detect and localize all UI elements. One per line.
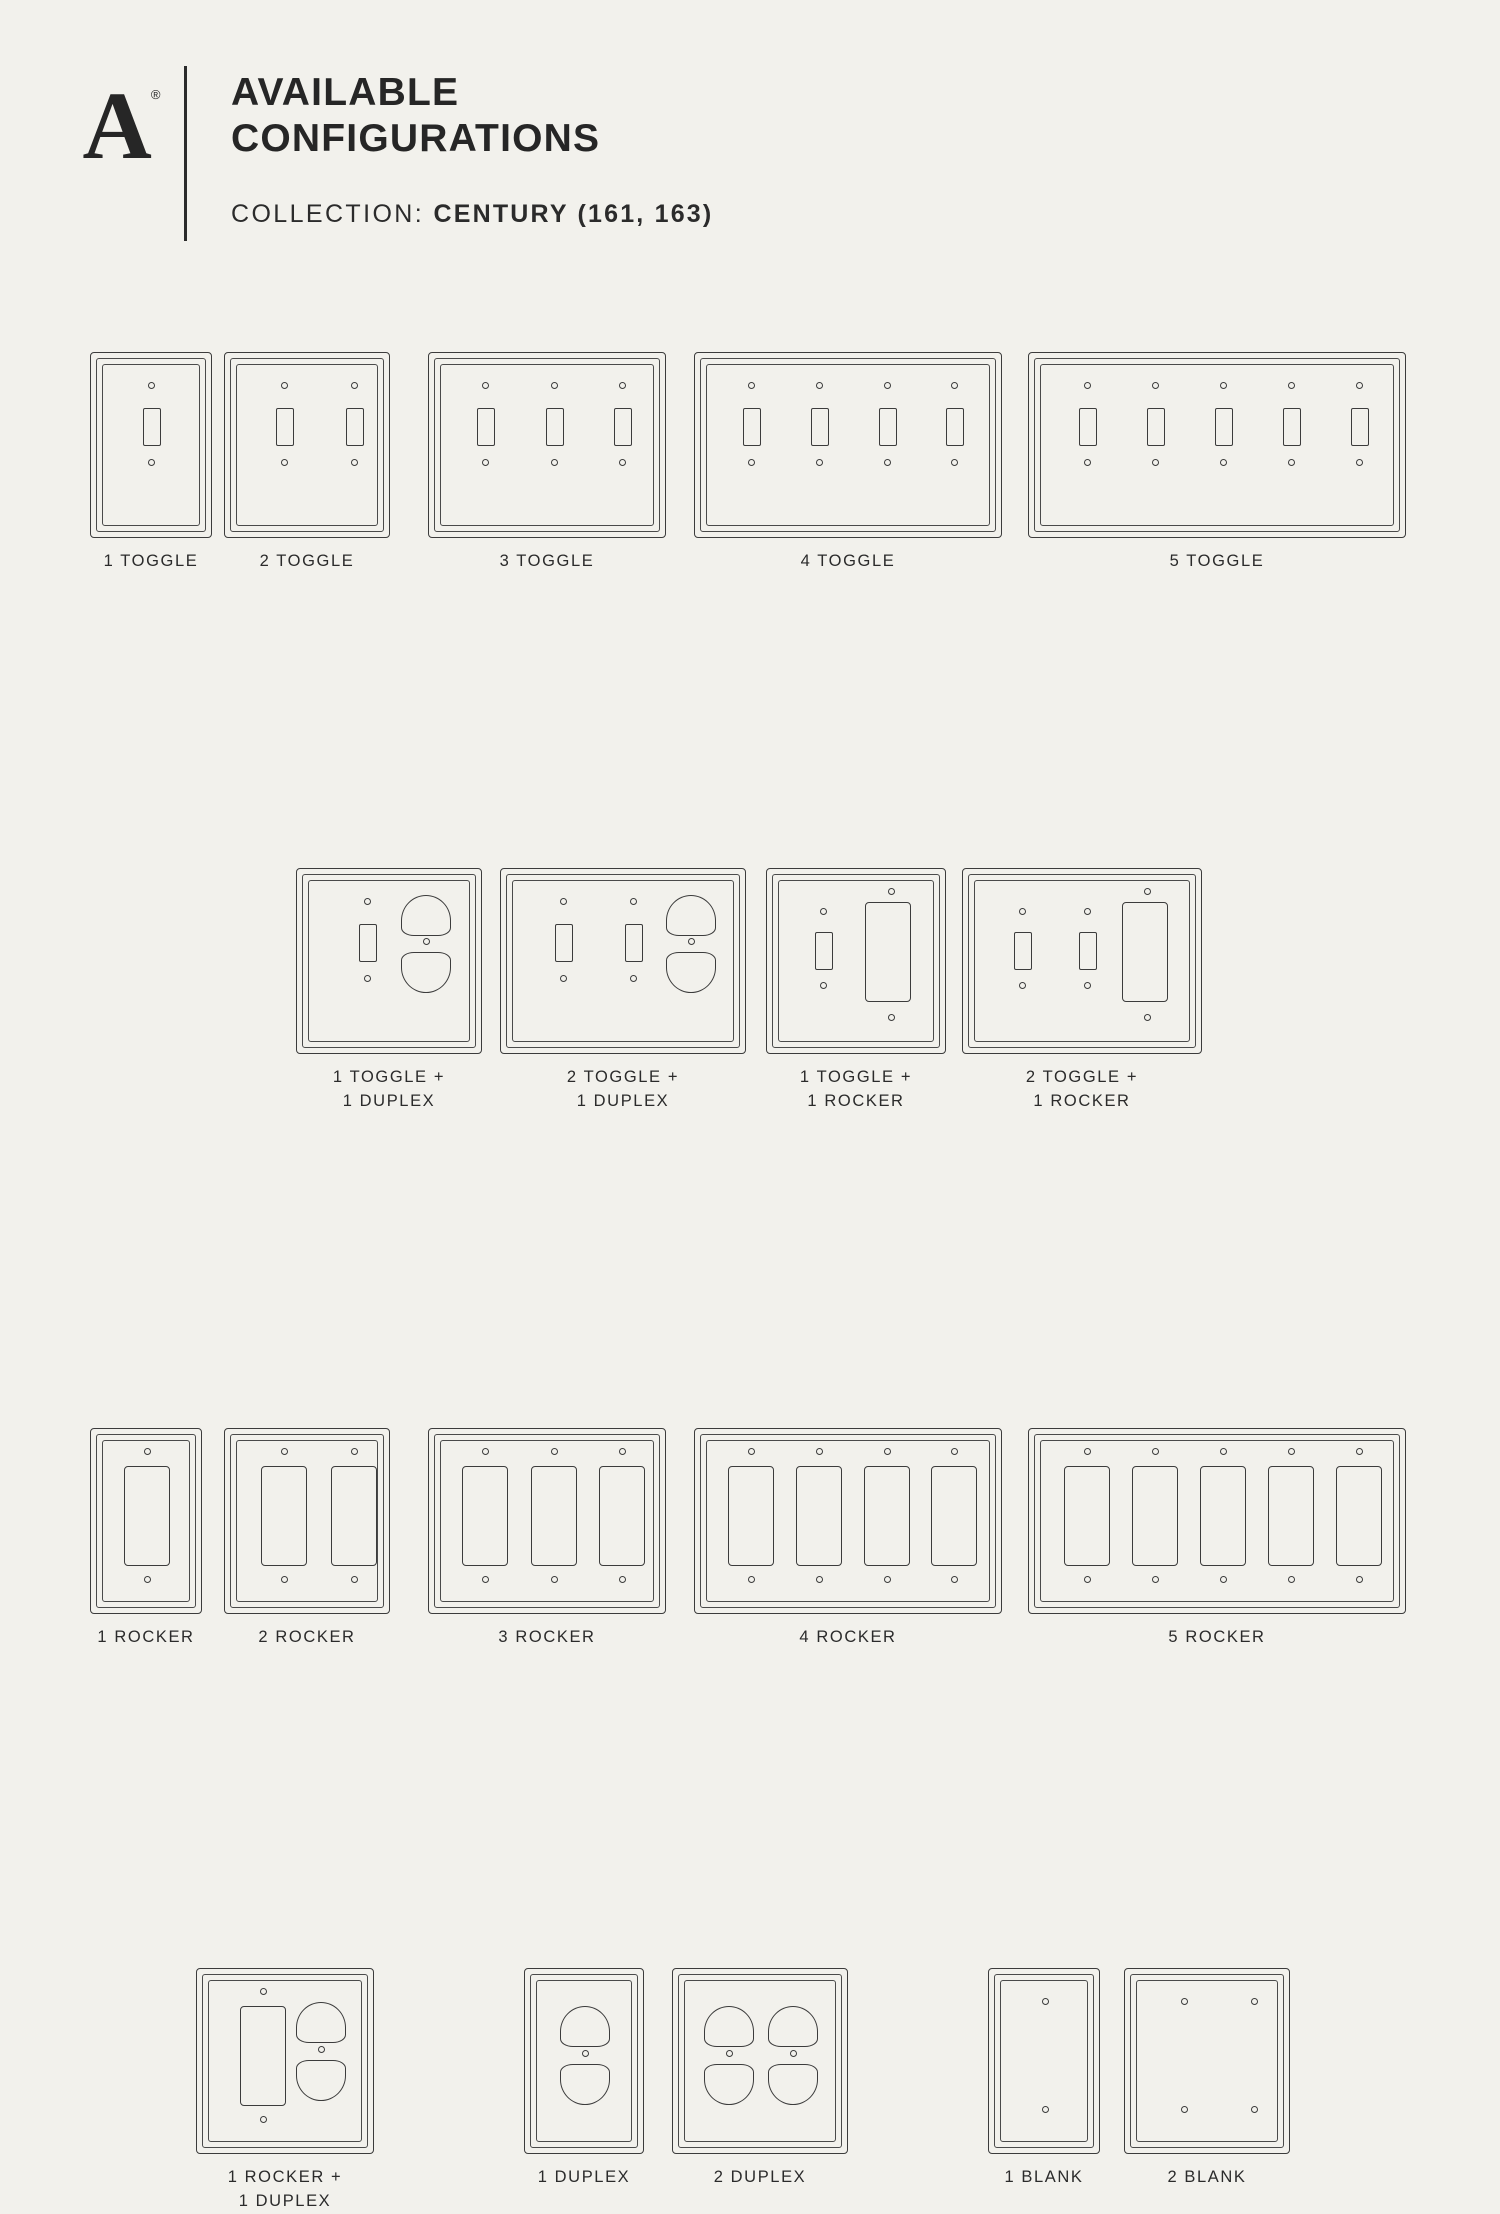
wall-plate bbox=[224, 352, 390, 538]
config-toggle-3[interactable] bbox=[428, 352, 666, 570]
config-rocker-5[interactable] bbox=[1028, 1428, 1406, 1646]
rocker-opening bbox=[1132, 1466, 1178, 1566]
toggle-opening bbox=[477, 408, 495, 446]
caption-rocker-5: 5 ROCKER bbox=[1168, 1628, 1266, 1646]
toggle-opening bbox=[614, 408, 632, 446]
screw-icon bbox=[816, 1448, 823, 1455]
wall-plate bbox=[90, 352, 212, 538]
rocker-opening bbox=[728, 1466, 774, 1566]
screw-icon bbox=[482, 1448, 489, 1455]
rocker-opening bbox=[1268, 1466, 1314, 1566]
screw-icon bbox=[1251, 1998, 1258, 2005]
rocker-opening bbox=[796, 1466, 842, 1566]
toggle-opening bbox=[1079, 408, 1097, 446]
screw-icon bbox=[351, 1576, 358, 1583]
screw-icon bbox=[619, 459, 626, 466]
duplex-opening-top bbox=[704, 2006, 754, 2047]
caption-toggle-5: 5 TOGGLE bbox=[1169, 552, 1265, 570]
duplex-opening-top bbox=[768, 2006, 818, 2047]
screw-icon bbox=[1042, 2106, 1049, 2113]
config-blank-2[interactable] bbox=[1124, 1968, 1290, 2186]
duplex-opening-bottom bbox=[704, 2064, 754, 2105]
rocker-opening bbox=[1200, 1466, 1246, 1566]
logo-letter: A bbox=[82, 72, 150, 179]
wall-plate bbox=[694, 352, 1002, 538]
screw-icon bbox=[748, 1448, 755, 1455]
toggle-opening bbox=[1283, 408, 1301, 446]
screw-icon bbox=[1356, 459, 1363, 466]
screw-icon bbox=[1251, 2106, 1258, 2113]
rocker-opening bbox=[240, 2006, 286, 2106]
caption-toggle-3: 3 TOGGLE bbox=[499, 552, 595, 570]
screw-icon bbox=[884, 1576, 891, 1583]
screw-icon bbox=[1288, 459, 1295, 466]
screw-icon bbox=[351, 1448, 358, 1455]
screw-icon bbox=[144, 1448, 151, 1455]
screw-icon bbox=[351, 382, 358, 389]
screw-icon bbox=[482, 1576, 489, 1583]
rocker-opening bbox=[462, 1466, 508, 1566]
screw-icon bbox=[1152, 459, 1159, 466]
page-header bbox=[70, 60, 713, 241]
screw-icon bbox=[1220, 382, 1227, 389]
duplex-opening-bottom bbox=[296, 2060, 346, 2101]
toggle-opening bbox=[276, 408, 294, 446]
rocker-opening bbox=[1064, 1466, 1110, 1566]
caption-blank-2: 2 BLANK bbox=[1167, 2168, 1247, 2186]
caption-rocker-4: 4 ROCKER bbox=[799, 1628, 897, 1646]
screw-icon bbox=[1042, 1998, 1049, 2005]
screw-icon bbox=[551, 1448, 558, 1455]
combination-row bbox=[0, 590, 1500, 1110]
screw-icon bbox=[884, 382, 891, 389]
config-rocker-3[interactable] bbox=[428, 1428, 666, 1646]
rocker-opening bbox=[931, 1466, 977, 1566]
screw-icon bbox=[619, 1448, 626, 1455]
wall-plate bbox=[1028, 1428, 1406, 1614]
registered-trademark-icon: ® bbox=[150, 87, 159, 102]
wall-plate bbox=[1124, 1968, 1290, 2154]
caption-toggle-4: 4 TOGGLE bbox=[800, 552, 896, 570]
page-title-line-2: CONFIGURATIONS bbox=[231, 117, 601, 161]
screw-icon bbox=[148, 459, 155, 466]
config-rocker-4[interactable] bbox=[694, 1428, 1002, 1646]
screw-icon bbox=[551, 382, 558, 389]
caption-toggle-2: 2 TOGGLE bbox=[259, 552, 355, 570]
config-rocker-1[interactable] bbox=[90, 1428, 202, 1646]
config-toggle-1[interactable] bbox=[90, 352, 212, 570]
screw-icon bbox=[281, 1448, 288, 1455]
screw-icon bbox=[619, 382, 626, 389]
screw-icon bbox=[1152, 382, 1159, 389]
screw-icon bbox=[748, 459, 755, 466]
brand-logo bbox=[70, 60, 170, 179]
screw-icon bbox=[1084, 459, 1091, 466]
wall-plate bbox=[196, 1968, 374, 2154]
toggle-opening bbox=[811, 408, 829, 446]
screw-icon bbox=[281, 459, 288, 466]
wall-plate bbox=[672, 1968, 848, 2154]
screw-icon bbox=[1220, 459, 1227, 466]
wall-plate bbox=[524, 1968, 644, 2154]
screw-icon bbox=[884, 459, 891, 466]
toggle-opening bbox=[1147, 408, 1165, 446]
screw-icon bbox=[1084, 382, 1091, 389]
rocker-opening bbox=[124, 1466, 170, 1566]
caption-rocker1-duplex1: 1 ROCKER + 1 DUPLEX bbox=[227, 2168, 343, 2210]
caption-toggle1-rocker1: 1 TOGGLE + 1 ROCKER bbox=[799, 1068, 913, 1110]
screw-icon bbox=[1288, 382, 1295, 389]
page-title-line-1: AVAILABLE bbox=[231, 71, 460, 114]
caption-rocker-1: 1 ROCKER bbox=[97, 1628, 195, 1646]
screw-icon bbox=[1220, 1448, 1227, 1455]
screw-icon bbox=[1288, 1576, 1295, 1583]
screw-icon bbox=[1356, 382, 1363, 389]
screw-icon bbox=[1181, 1998, 1188, 2005]
toggle-opening bbox=[346, 408, 364, 446]
wall-plate bbox=[428, 1428, 666, 1614]
screw-icon bbox=[619, 1576, 626, 1583]
toggle-opening bbox=[879, 408, 897, 446]
rocker-opening bbox=[864, 1466, 910, 1566]
screw-icon bbox=[551, 1576, 558, 1583]
toggle-opening bbox=[143, 408, 161, 446]
screw-icon bbox=[790, 2050, 797, 2057]
toggle-opening bbox=[1351, 408, 1369, 446]
caption-toggle2-duplex1: 2 TOGGLE + 1 DUPLEX bbox=[566, 1068, 680, 1110]
config-toggle-5[interactable] bbox=[1028, 352, 1406, 570]
config-duplex-2[interactable] bbox=[672, 1968, 848, 2186]
config-rocker-2[interactable] bbox=[224, 1428, 390, 1646]
config-blank-1[interactable] bbox=[988, 1968, 1100, 2186]
screw-icon bbox=[726, 2050, 733, 2057]
screw-icon bbox=[1181, 2106, 1188, 2113]
wall-plate bbox=[1028, 352, 1406, 538]
screw-icon bbox=[1084, 1576, 1091, 1583]
toggle-opening bbox=[743, 408, 761, 446]
duplex-opening-top bbox=[296, 2002, 346, 2043]
screw-icon bbox=[482, 382, 489, 389]
wall-plate bbox=[988, 1968, 1100, 2154]
wall-plate bbox=[90, 1428, 202, 1614]
screw-icon bbox=[351, 459, 358, 466]
screw-icon bbox=[1288, 1448, 1295, 1455]
screw-icon bbox=[1356, 1448, 1363, 1455]
screw-icon bbox=[951, 459, 958, 466]
screw-icon bbox=[1084, 1448, 1091, 1455]
rocker-opening bbox=[531, 1466, 577, 1566]
screw-icon bbox=[482, 459, 489, 466]
screw-icon bbox=[582, 2050, 589, 2057]
screw-icon bbox=[144, 1576, 151, 1583]
screw-icon bbox=[951, 1576, 958, 1583]
configuration-board bbox=[0, 330, 1500, 2210]
caption-rocker-3: 3 ROCKER bbox=[498, 1628, 596, 1646]
duplex-opening-bottom bbox=[768, 2064, 818, 2105]
wall-plate bbox=[428, 352, 666, 538]
caption-toggle1-duplex1: 1 TOGGLE + 1 DUPLEX bbox=[332, 1068, 446, 1110]
screw-icon bbox=[551, 459, 558, 466]
screw-icon bbox=[816, 1576, 823, 1583]
duplex-opening-top bbox=[560, 2006, 610, 2047]
screw-icon bbox=[281, 382, 288, 389]
screw-icon bbox=[281, 1576, 288, 1583]
screw-icon bbox=[318, 2046, 325, 2053]
config-toggle-4[interactable] bbox=[694, 352, 1002, 570]
config-toggle-2[interactable] bbox=[224, 352, 390, 570]
screw-icon bbox=[1152, 1576, 1159, 1583]
config-rocker1-duplex1[interactable] bbox=[196, 1968, 374, 2210]
caption-rocker-2: 2 ROCKER bbox=[258, 1628, 356, 1646]
rocker-opening bbox=[599, 1466, 645, 1566]
rocker-opening bbox=[261, 1466, 307, 1566]
header-divider bbox=[184, 66, 187, 241]
screw-icon bbox=[748, 382, 755, 389]
collection-label bbox=[231, 200, 713, 229]
caption-toggle-1: 1 TOGGLE bbox=[103, 552, 199, 570]
screw-icon bbox=[1152, 1448, 1159, 1455]
screw-icon bbox=[260, 2116, 267, 2123]
screw-icon bbox=[884, 1448, 891, 1455]
toggle-opening bbox=[1215, 408, 1233, 446]
screw-icon bbox=[1356, 1576, 1363, 1583]
screw-icon bbox=[748, 1576, 755, 1583]
rocker-row bbox=[0, 880, 1500, 1646]
wall-plate bbox=[224, 1428, 390, 1614]
collection-prefix: COLLECTION: bbox=[231, 200, 434, 229]
screw-icon bbox=[951, 1448, 958, 1455]
caption-toggle2-rocker1: 2 TOGGLE + 1 ROCKER bbox=[1025, 1068, 1139, 1110]
rocker-opening bbox=[1336, 1466, 1382, 1566]
caption-duplex-1: 1 DUPLEX bbox=[537, 2168, 631, 2186]
screw-icon bbox=[148, 382, 155, 389]
config-duplex-1[interactable] bbox=[524, 1968, 644, 2186]
toggle-opening bbox=[946, 408, 964, 446]
screw-icon bbox=[1220, 1576, 1227, 1583]
caption-duplex-2: 2 DUPLEX bbox=[713, 2168, 807, 2186]
screw-icon bbox=[951, 382, 958, 389]
toggle-opening bbox=[546, 408, 564, 446]
wall-plate bbox=[694, 1428, 1002, 1614]
collection-value: CENTURY (161, 163) bbox=[433, 200, 714, 229]
screw-icon bbox=[816, 382, 823, 389]
toggle-row bbox=[0, 330, 1500, 590]
caption-blank-1: 1 BLANK bbox=[1004, 2168, 1084, 2186]
screw-icon bbox=[816, 459, 823, 466]
screw-icon bbox=[260, 1988, 267, 1995]
rocker-opening bbox=[331, 1466, 377, 1566]
duplex-opening-bottom bbox=[560, 2064, 610, 2105]
